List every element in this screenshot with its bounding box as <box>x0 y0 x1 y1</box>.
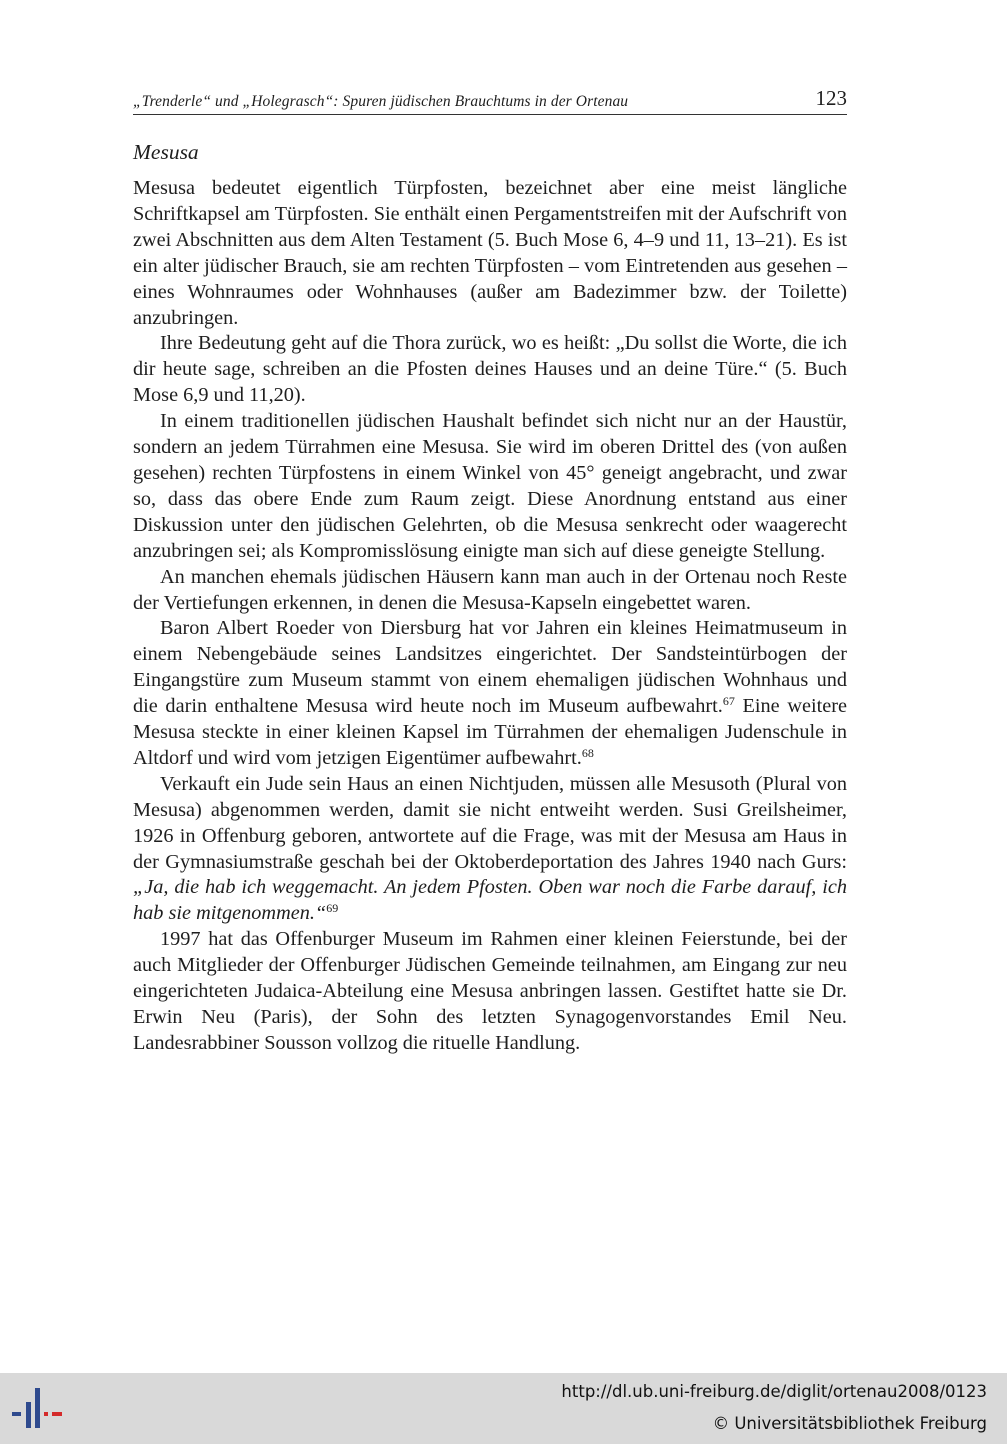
footer-bar <box>0 1373 1007 1444</box>
paragraph-5-text-a: Baron Albert Roeder von Diersburg hat vor Jahren ein kleines Heimatmuseum in einem Nebengebäude seines Landsitzes eingerichtet. Der Sandsteintürbogen der Eingangstüre zum Museum stammt von einem ehemaligen jüdischen Wohnhaus und die darin enthaltene Mesusa wird heute noch im Museum aufbewahrt. <box>133 617 847 718</box>
footnote-ref-69[interactable]: 69 <box>326 901 339 916</box>
page-header <box>133 86 847 115</box>
footer-copyright: © Universitätsbibliothek Freiburg <box>712 1414 987 1433</box>
footer-url-link[interactable]: http://dl.ub.uni-freiburg.de/diglit/ortenau2008/0123 <box>561 1382 987 1401</box>
ub-freiburg-logo-icon <box>10 1386 66 1432</box>
paragraph-2: Ihre Bedeutung geht auf die Thora zurück, wo es heißt: „Du sollst die Worte, die ich dir heute sage, schreiben an die Pfosten deines Hauses und an deine Türe.“ (5. Buch Mose 6,9 und 11,20). <box>133 332 847 407</box>
paragraph-1: Mesusa bedeutet eigentlich Türpfosten, bezeichnet aber eine meist längliche Schriftkapsel am Türpfosten. Sie enthält einen Pergamentstreifen mit der Aufschrift von zwei Abschnitten aus dem Alten Testament (5. Buch Mose 6, 4–9 und 11, 13–21). Es ist ein alter jüdischer Brauch, sie am rechten Türpfosten – vom Eintretenden aus gesehen – eines Wohnraumes oder Wohnhauses (außer am Badezimmer bzw. der Toilette) anzubringen. <box>133 177 847 329</box>
paragraph-6-quote: „Ja, die hab ich weggemacht. An jedem Pfosten. Oben war noch die Farbe darauf, ich hab sie mitgenommen.“ <box>133 876 847 925</box>
running-title: „Trenderle“ und „Holegrasch“: Spuren jüdischen Brauchtums in der Ortenau <box>133 93 629 110</box>
body-text <box>133 176 847 1057</box>
footnote-ref-67[interactable]: 67 <box>722 694 735 709</box>
paragraph-7: 1997 hat das Offenburger Museum im Rahmen einer kleinen Feierstunde, bei der auch Mitglieder der Offenburger Jüdischen Gemeinde teilnahmen, am Eingang zur neu eingerichteten Judaica-Abteilung eine Mesusa anbringen lassen. Gestiftet hatte sie Dr. Erwin Neu (Paris), der Sohn des letzten Synagogenvorstandes Emil Neu. Landesrabbiner Sousson vollzog die rituelle Handlung. <box>133 928 847 1054</box>
page-number: 123 <box>815 86 847 110</box>
paragraph-6-text: Verkauft ein Jude sein Haus an einen Nichtjuden, müssen alle Mesusoth (Plural von Mesusa) abgenommen werden, damit sie nicht entweiht werden. Susi Greilsheimer, 1926 in Offenburg geboren, antwortete auf die Frage, was mit der Mesusa am Haus in der Gymnasiumstraße geschah bei der Oktoberdeportation des Jahres 1940 nach Gurs: <box>133 772 847 873</box>
paragraph-6 <box>133 772 847 927</box>
section-heading: Mesusa <box>133 140 199 164</box>
paragraph-4: An manchen ehemals jüdischen Häusern kann man auch in der Ortenau noch Reste der Vertiefungen erkennen, in denen die Mesusa-Kapseln eingebettet waren. <box>133 565 847 614</box>
paragraph-5 <box>133 616 847 771</box>
paragraph-5-text-b: Eine weitere Mesusa steckte in einer kleinen Kapsel im Türrahmen der ehemaligen Judenschule in Altdorf und wird vom jetzigen Eigentümer aufbewahrt. <box>133 695 848 769</box>
footnote-ref-68[interactable]: 68 <box>581 745 594 760</box>
paragraph-3: In einem traditionellen jüdischen Haushalt befindet sich nicht nur an der Haustür, sondern an jedem Türrahmen eine Mesusa. Sie wird im oberen Drittel des (von außen gesehen) rechten Türpfostens in einem Winkel von 45° geneigt angebracht, und zwar so, dass das obere Ende zum Raum zeigt. Diese Anordnung entstand aus einer Diskussion unter den jüdischen Gelehrten, ob die Mesusa senkrecht oder waagerecht anzubringen sei; als Kompromisslösung einigte man sich auf diese geneigte Stellung. <box>133 410 847 562</box>
